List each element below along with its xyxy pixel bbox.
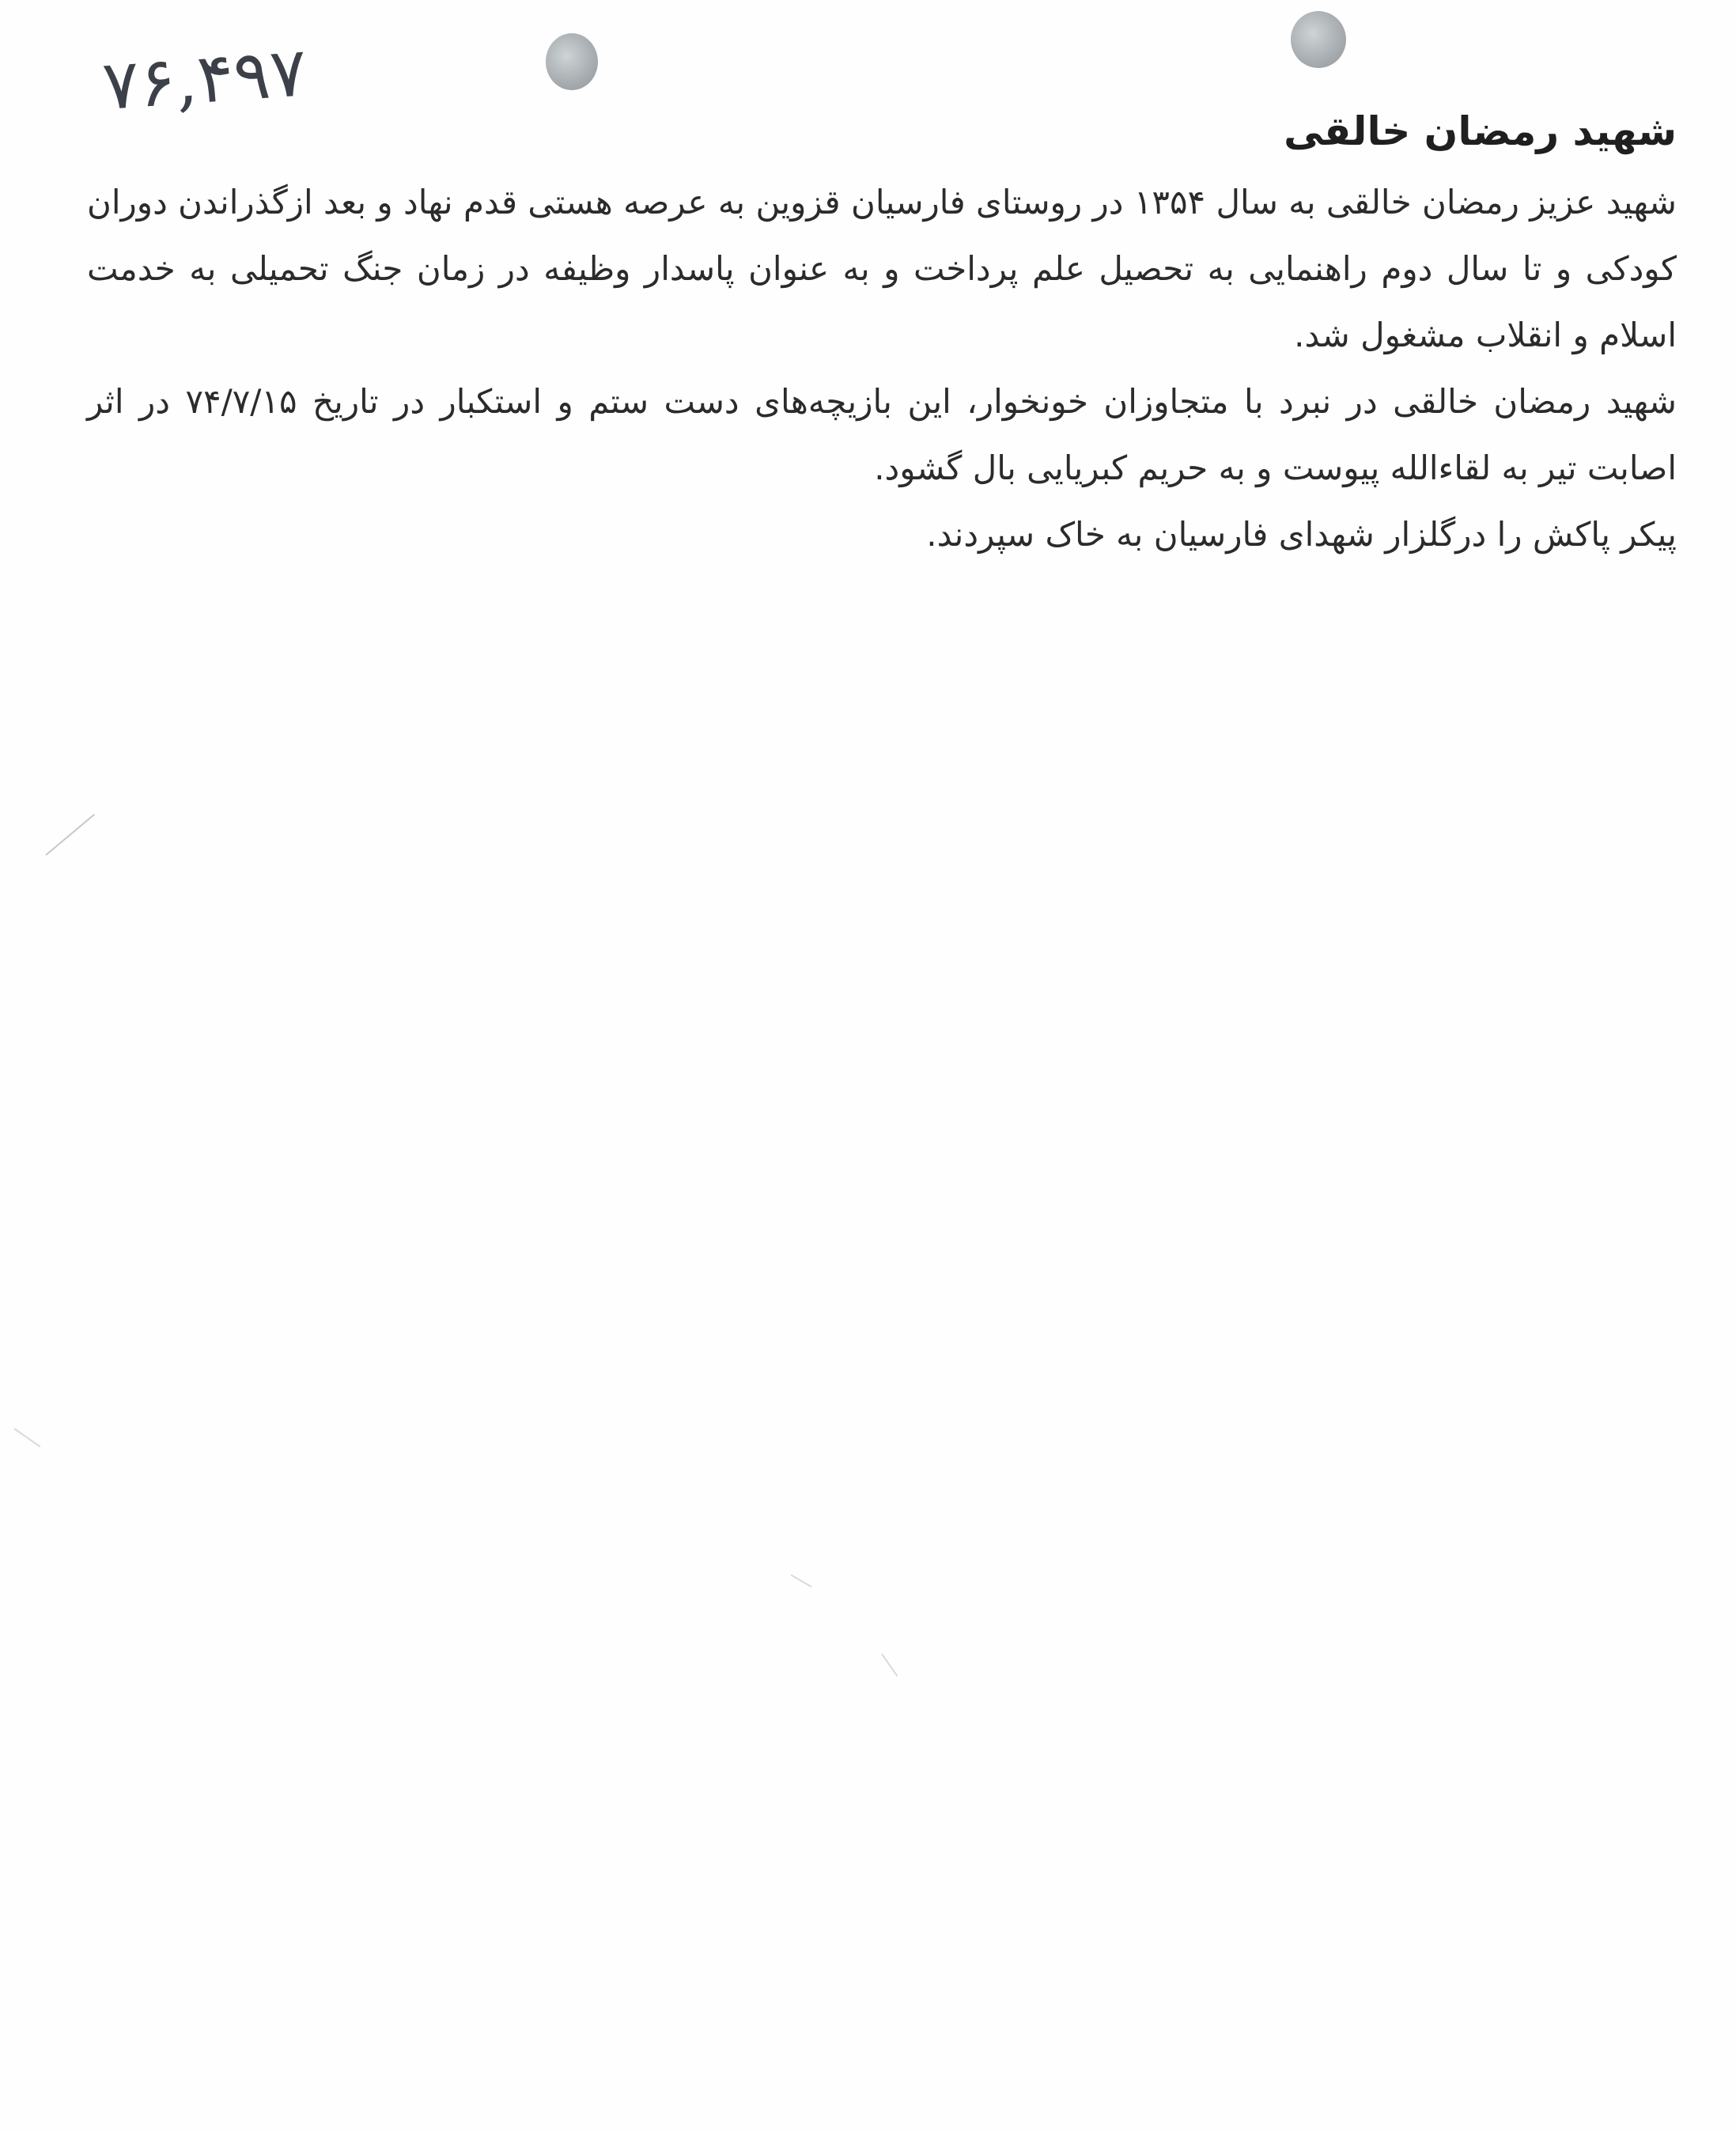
paragraph-martyrdom: شهید رمضان خالقی در نبرد با متجاوزان خونخوار، این بازیچه‌های دست ستم و استکبار در تاریخ ۷۴/۷/۱۵ در اثر اصابت تیر به لقاءالله پیوست و به حریم کبریایی بال گشود.	[87, 382, 1677, 487]
paragraph-biography: شهید عزیز رمضان خالقی به سال ۱۳۵۴ در روستای فارسیان قزوین به عرصه هستی قدم نهاد و بعد ازگذراندن دوران کودکی و تا سال دوم راهنمایی به تحصیل علم پرداخت و به عنوان پاسدار وظیفه در زمان جنگ تحمیلی به خدمت اسلام و انقلاب مشغول شد.	[87, 183, 1677, 354]
paper-scratch-mark	[791, 1574, 812, 1588]
punch-hole-right	[1291, 11, 1346, 68]
paper-scratch-mark	[881, 1653, 898, 1676]
document-title: شهید رمضان خالقی	[1284, 108, 1677, 154]
paragraph-burial: پیکر پاکش را درگلزار شهدای فارسیان به خاک سپردند.	[926, 515, 1677, 554]
paper-scratch-mark	[45, 814, 95, 856]
punch-hole-left	[546, 33, 598, 90]
handwritten-archive-number: ۷۶,۴۹۷	[100, 32, 310, 127]
document-body	[87, 93, 1677, 568]
paper-scratch-mark	[13, 1428, 40, 1448]
